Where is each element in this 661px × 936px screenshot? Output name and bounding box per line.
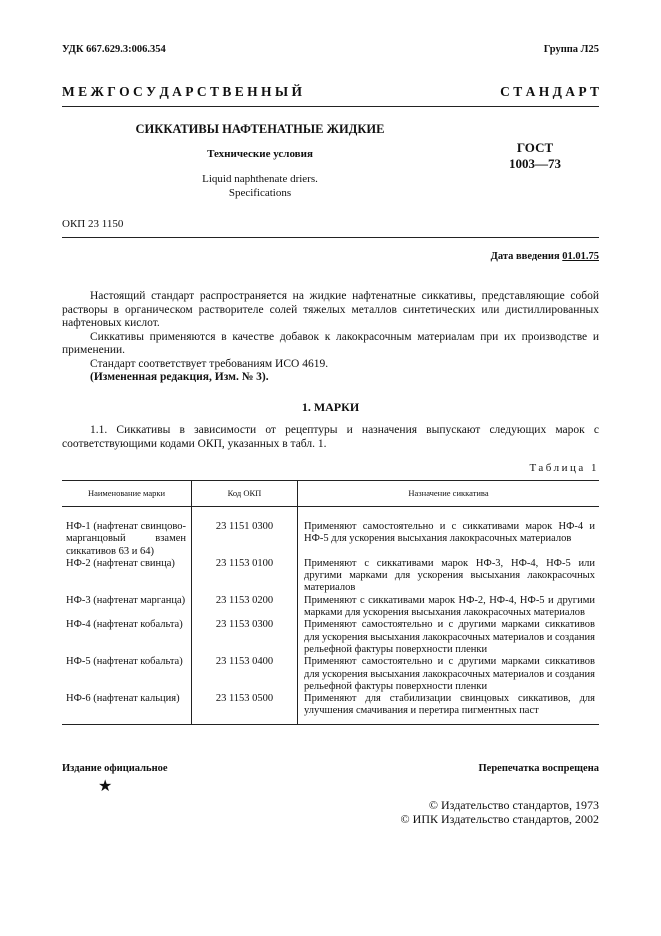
grade-name: НФ-2 (нафтенат свинца) bbox=[66, 557, 175, 569]
section-text bbox=[62, 424, 599, 451]
table-header-row bbox=[62, 481, 599, 507]
header-purpose: Назначение сиккатива bbox=[298, 481, 600, 507]
gost-label: ГОСТ bbox=[516, 140, 554, 155]
grade-name: НФ-5 (нафтенат кобальта) bbox=[66, 656, 183, 668]
table-row bbox=[62, 507, 599, 558]
banner-word-standard: С Т А Н Д А Р Т bbox=[500, 84, 599, 99]
grade-name: НФ-1 (нафтенат свинцово-марганцовый взамен сиккативов 63 и 64) bbox=[66, 521, 186, 557]
grade-code: 23 1153 0100 bbox=[192, 558, 298, 595]
grade-name: НФ-3 (нафтенат марганца) bbox=[66, 594, 186, 606]
table-row bbox=[62, 656, 599, 693]
header-rule bbox=[62, 106, 599, 107]
standard-banner bbox=[62, 84, 599, 100]
header-grade-name: Наименование марки bbox=[62, 481, 192, 507]
grades-table bbox=[62, 480, 599, 725]
table-caption: Таблица 1 bbox=[529, 462, 599, 474]
document-title: СИККАТИВЫ НАФТЕНАТНЫЕ ЖИДКИЕ bbox=[135, 122, 385, 136]
intro-date-value: 01.01.75 bbox=[562, 251, 599, 262]
section-heading: 1. МАРКИ bbox=[301, 400, 360, 414]
english-title bbox=[120, 172, 400, 200]
grade-purpose: Применяют с сиккативами марок НФ-2, НФ-4, НФ-5 и другими марками для ускорения высыхания лакокрасочных материалов bbox=[298, 595, 600, 620]
grade-code: 23 1151 0300 bbox=[192, 507, 298, 558]
header-okp-code: Код ОКП bbox=[192, 481, 298, 507]
copyright-1973: © Издательство стандартов, 1973 bbox=[428, 798, 599, 812]
okp-rule bbox=[62, 237, 599, 238]
gost-designation bbox=[480, 140, 590, 172]
intro-date bbox=[491, 251, 599, 262]
intro-text bbox=[62, 290, 599, 385]
paragraph-iso: Стандарт соответствует требованиям ИСО 4619. bbox=[90, 357, 329, 370]
group-code: Группа Л25 bbox=[543, 44, 599, 55]
paragraph-scope: Настоящий стандарт распространяется на жидкие нафтенатные сиккативы, представляющие собой растворы в органическом растворителе солей тяжелых металлов синтетических или дистиллированных нафтеновых кислот. bbox=[62, 290, 599, 329]
gost-number: 1003—73 bbox=[509, 156, 561, 171]
grade-code: 23 1153 0500 bbox=[192, 693, 298, 724]
grade-code: 23 1153 0400 bbox=[192, 656, 298, 693]
star-icon: ★ bbox=[98, 778, 113, 795]
grade-purpose: Применяют с сиккативами марок НФ-3, НФ-4, НФ-5 или другими марками для ускорения высыхания лакокрасочных материалов bbox=[298, 558, 600, 595]
okp-code: ОКП 23 1150 bbox=[62, 218, 124, 230]
table-row bbox=[62, 595, 599, 620]
paragraph-grades: 1.1. Сиккативы в зависимости от рецептуры и назначения выпускают следующих марок с соответствующими кодами ОКП, указанных в табл. 1. bbox=[62, 424, 599, 450]
grade-purpose: Применяют самостоятельно и с сиккативами марок НФ-4 и НФ-5 для ускорения высыхания лакокрасочных материалов bbox=[298, 507, 600, 558]
intro-date-label: Дата введения bbox=[490, 251, 560, 262]
grade-code: 23 1153 0200 bbox=[192, 595, 298, 620]
english-title-line2: Specifications bbox=[228, 187, 292, 199]
table-row bbox=[62, 558, 599, 595]
title-block bbox=[120, 122, 400, 200]
paragraph-amendment: (Измененная редакция, Изм. № 3). bbox=[90, 371, 269, 383]
english-title-line1: Liquid naphthenate driers. bbox=[202, 173, 318, 185]
udk-code: УДК 667.629.3:006.354 bbox=[62, 44, 166, 55]
grade-name: НФ-4 (нафтенат кобальта) bbox=[66, 619, 183, 631]
table-row bbox=[62, 619, 599, 656]
grade-code: 23 1153 0300 bbox=[192, 619, 298, 656]
official-edition: Издание официальное bbox=[62, 763, 168, 774]
copyright-block bbox=[401, 798, 599, 826]
paragraph-usage: Сиккативы применяются в качестве добавок к лакокрасочным материалам при их производстве и применении. bbox=[62, 330, 599, 356]
document-subtitle: Технические условия bbox=[207, 148, 313, 160]
banner-word-interstate: М Е Ж Г О С У Д А Р С Т В Е Н Н Ы Й bbox=[62, 84, 303, 99]
grade-purpose: Применяют самостоятельно и с другими марками сиккативов для ускорения высыхания лакокрасочных материалов и создания рельефной фактуры поверхности пленки bbox=[298, 656, 600, 693]
grade-purpose: Применяют самостоятельно и с другими марками сиккативов для ускорения высыхания лакокрасочных материалов и создания рельефной фактуры поверхности пленки bbox=[298, 619, 600, 656]
grade-purpose: Применяют для стабилизации свинцовых сиккативов, для улучшения смачивания и перетира пигментных паст bbox=[298, 693, 600, 724]
grade-name: НФ-6 (нафтенат кальция) bbox=[62, 693, 192, 724]
copyright-2002: © ИПК Издательство стандартов, 2002 bbox=[400, 812, 599, 826]
reprint-notice: Перепечатка воспрещена bbox=[478, 763, 599, 774]
table-row bbox=[62, 693, 599, 724]
